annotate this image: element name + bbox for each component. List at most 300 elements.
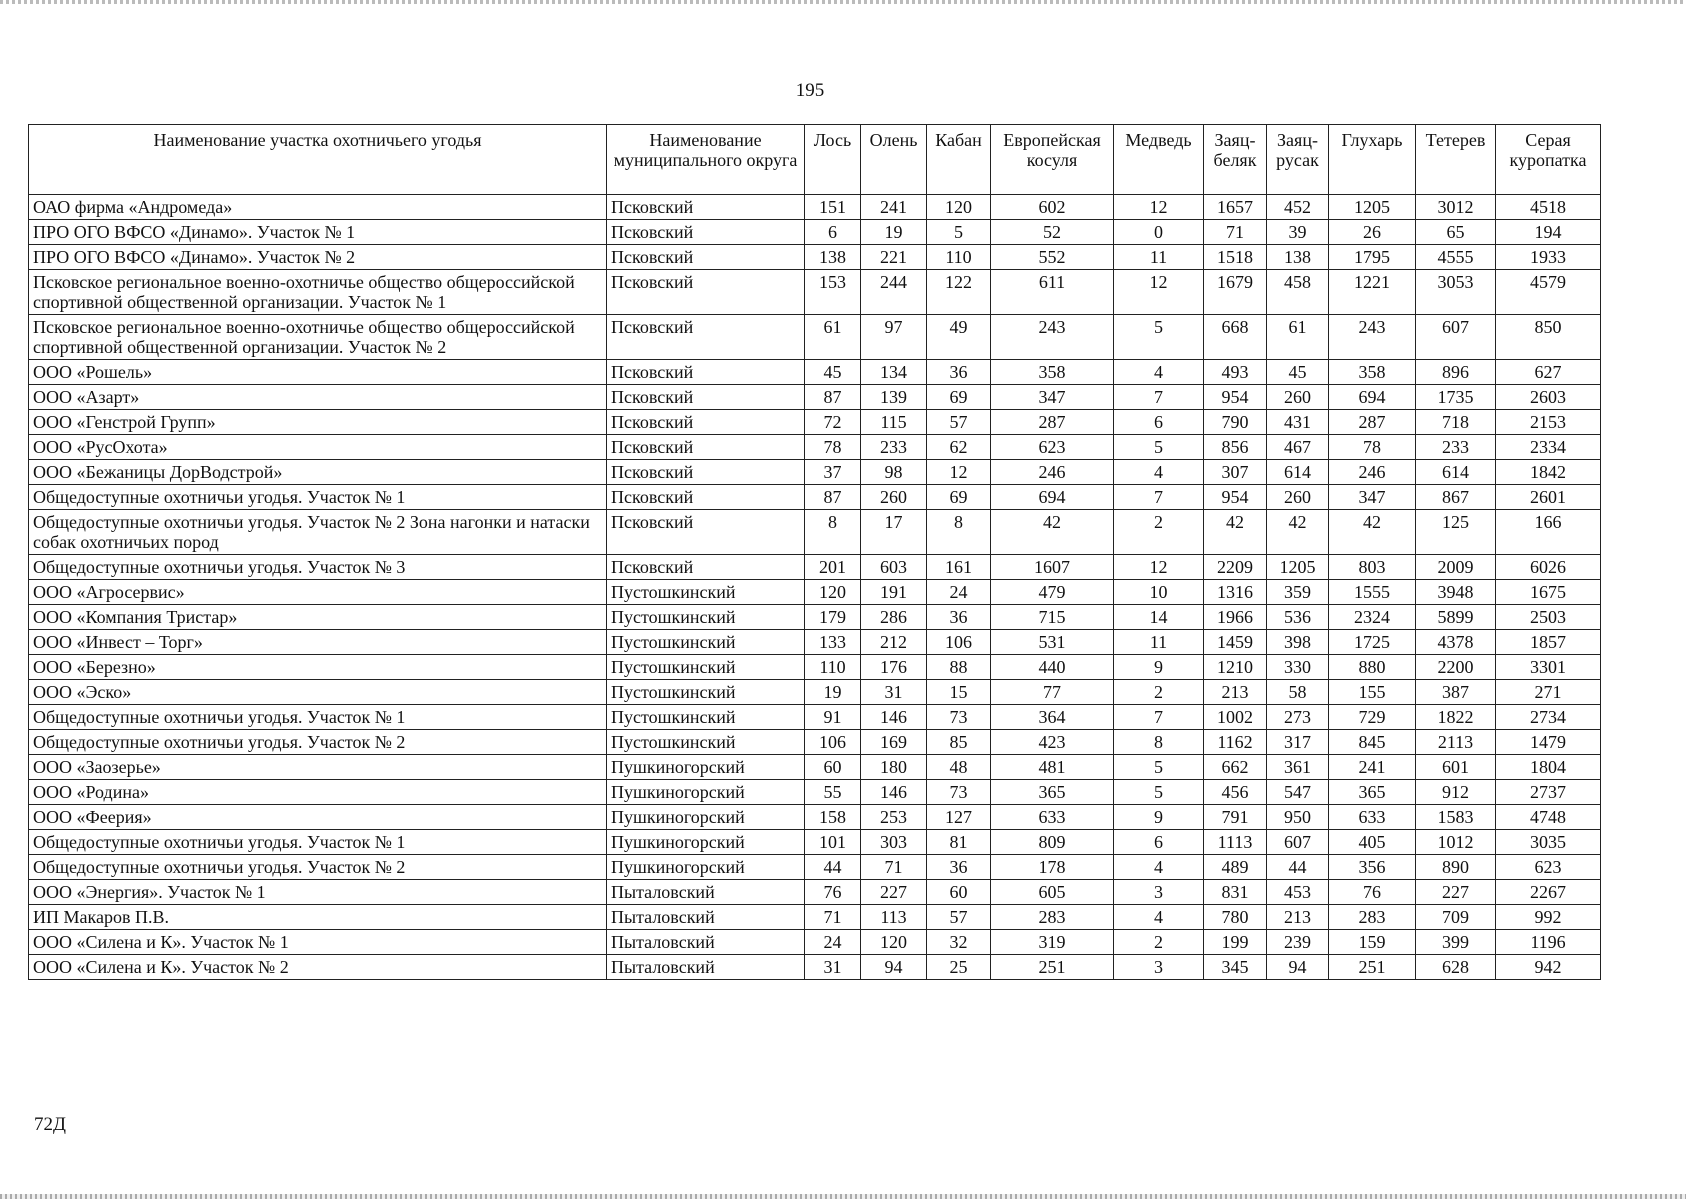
cell-value: 531 xyxy=(991,630,1114,655)
cell-value: 212 xyxy=(861,630,927,655)
cell-value: 709 xyxy=(1416,905,1496,930)
cell-value: 1966 xyxy=(1204,605,1267,630)
cell-value: 668 xyxy=(1204,315,1267,360)
cell-value: 239 xyxy=(1267,930,1329,955)
cell-value: 4579 xyxy=(1496,270,1601,315)
cell-value: 36 xyxy=(927,605,991,630)
table-row xyxy=(29,435,1601,460)
cell-value: 1459 xyxy=(1204,630,1267,655)
cell-value: 45 xyxy=(805,360,861,385)
cell-plot-name: ООО «РусОхота» xyxy=(29,435,607,460)
cell-value: 19 xyxy=(805,680,861,705)
cell-value: 1012 xyxy=(1416,830,1496,855)
cell-value: 729 xyxy=(1329,705,1416,730)
cell-value: 120 xyxy=(805,580,861,605)
cell-value: 251 xyxy=(991,955,1114,980)
cell-value: 1857 xyxy=(1496,630,1601,655)
cell-value: 69 xyxy=(927,485,991,510)
cell-value: 4555 xyxy=(1416,245,1496,270)
cell-value: 1316 xyxy=(1204,580,1267,605)
cell-value: 1607 xyxy=(991,555,1114,580)
cell-value: 3035 xyxy=(1496,830,1601,855)
cell-value: 633 xyxy=(991,805,1114,830)
cell-value: 243 xyxy=(991,315,1114,360)
table-row xyxy=(29,930,1601,955)
cell-value: 611 xyxy=(991,270,1114,315)
cell-value: 9 xyxy=(1114,805,1204,830)
cell-value: 7 xyxy=(1114,385,1204,410)
cell-value: 5 xyxy=(1114,780,1204,805)
cell-value: 194 xyxy=(1496,220,1601,245)
cell-value: 992 xyxy=(1496,905,1601,930)
cell-value: 12 xyxy=(1114,555,1204,580)
cell-value: 633 xyxy=(1329,805,1416,830)
cell-plot-name: ООО «Бежаницы ДорВодстрой» xyxy=(29,460,607,485)
table-header-row xyxy=(29,125,1601,195)
cell-district: Пустошкинский xyxy=(607,730,805,755)
cell-value: 1210 xyxy=(1204,655,1267,680)
cell-value: 536 xyxy=(1267,605,1329,630)
cell-value: 244 xyxy=(861,270,927,315)
cell-value: 614 xyxy=(1267,460,1329,485)
cell-value: 24 xyxy=(927,580,991,605)
cell-value: 5 xyxy=(1114,435,1204,460)
table-row xyxy=(29,270,1601,315)
cell-value: 3012 xyxy=(1416,195,1496,220)
cell-value: 159 xyxy=(1329,930,1416,955)
cell-value: 72 xyxy=(805,410,861,435)
cell-district: Псковский xyxy=(607,360,805,385)
cell-value: 97 xyxy=(861,315,927,360)
cell-value: 227 xyxy=(1416,880,1496,905)
cell-value: 3301 xyxy=(1496,655,1601,680)
cell-value: 11 xyxy=(1114,245,1204,270)
cell-value: 1205 xyxy=(1267,555,1329,580)
cell-value: 552 xyxy=(991,245,1114,270)
cell-plot-name: ООО «Рошель» xyxy=(29,360,607,385)
cell-value: 5 xyxy=(927,220,991,245)
cell-value: 260 xyxy=(861,485,927,510)
cell-value: 253 xyxy=(861,805,927,830)
cell-value: 942 xyxy=(1496,955,1601,980)
cell-value: 94 xyxy=(1267,955,1329,980)
cell-value: 603 xyxy=(861,555,927,580)
cell-value: 358 xyxy=(1329,360,1416,385)
cell-value: 614 xyxy=(1416,460,1496,485)
cell-district: Пушкиногорский xyxy=(607,830,805,855)
cell-value: 1725 xyxy=(1329,630,1416,655)
cell-district: Псковский xyxy=(607,315,805,360)
cell-district: Псковский xyxy=(607,555,805,580)
cell-district: Псковский xyxy=(607,510,805,555)
cell-value: 303 xyxy=(861,830,927,855)
cell-value: 896 xyxy=(1416,360,1496,385)
cell-value: 1196 xyxy=(1496,930,1601,955)
cell-value: 55 xyxy=(805,780,861,805)
cell-value: 623 xyxy=(991,435,1114,460)
cell-value: 44 xyxy=(805,855,861,880)
cell-value: 233 xyxy=(861,435,927,460)
cell-value: 479 xyxy=(991,580,1114,605)
cell-value: 180 xyxy=(861,755,927,780)
cell-value: 58 xyxy=(1267,680,1329,705)
cell-value: 1679 xyxy=(1204,270,1267,315)
cell-value: 44 xyxy=(1267,855,1329,880)
cell-value: 330 xyxy=(1267,655,1329,680)
cell-value: 856 xyxy=(1204,435,1267,460)
cell-plot-name: ПРО ОГО ВФСО «Динамо». Участок № 1 xyxy=(29,220,607,245)
cell-value: 76 xyxy=(805,880,861,905)
cell-value: 10 xyxy=(1114,580,1204,605)
cell-value: 36 xyxy=(927,855,991,880)
cell-value: 122 xyxy=(927,270,991,315)
cell-value: 120 xyxy=(861,930,927,955)
cell-value: 98 xyxy=(861,460,927,485)
cell-value: 2 xyxy=(1114,510,1204,555)
cell-value: 246 xyxy=(991,460,1114,485)
cell-plot-name: ООО «Компания Тристар» xyxy=(29,605,607,630)
cell-value: 6 xyxy=(805,220,861,245)
cell-value: 1113 xyxy=(1204,830,1267,855)
cell-plot-name: Общедоступные охотничьи угодья. Участок № 1 xyxy=(29,705,607,730)
cell-value: 1795 xyxy=(1329,245,1416,270)
cell-value: 12 xyxy=(1114,270,1204,315)
header-black-grouse: Тетерев xyxy=(1416,125,1496,195)
cell-district: Пустошкинский xyxy=(607,655,805,680)
cell-value: 345 xyxy=(1204,955,1267,980)
cell-value: 179 xyxy=(805,605,861,630)
cell-value: 283 xyxy=(1329,905,1416,930)
cell-district: Пыталовский xyxy=(607,955,805,980)
table-row xyxy=(29,855,1601,880)
cell-value: 178 xyxy=(991,855,1114,880)
cell-value: 57 xyxy=(927,410,991,435)
cell-value: 73 xyxy=(927,705,991,730)
cell-value: 260 xyxy=(1267,485,1329,510)
cell-value: 1205 xyxy=(1329,195,1416,220)
header-roe-deer: Европейская косуля xyxy=(991,125,1114,195)
cell-value: 191 xyxy=(861,580,927,605)
cell-value: 850 xyxy=(1496,315,1601,360)
cell-value: 456 xyxy=(1204,780,1267,805)
cell-district: Пустошкинский xyxy=(607,605,805,630)
cell-district: Пушкиногорский xyxy=(607,780,805,805)
cell-plot-name: Псковское региональное военно-охотничье общество общероссийской спортивной общественной организации. Участок № 2 xyxy=(29,315,607,360)
cell-value: 399 xyxy=(1416,930,1496,955)
cell-plot-name: Общедоступные охотничьи угодья. Участок № 3 xyxy=(29,555,607,580)
cell-value: 39 xyxy=(1267,220,1329,245)
header-district: Наименование муниципального округа xyxy=(607,125,805,195)
table-row xyxy=(29,705,1601,730)
table-row xyxy=(29,580,1601,605)
table-row xyxy=(29,905,1601,930)
cell-district: Пустошкинский xyxy=(607,705,805,730)
cell-value: 458 xyxy=(1267,270,1329,315)
cell-value: 37 xyxy=(805,460,861,485)
cell-value: 120 xyxy=(927,195,991,220)
cell-value: 0 xyxy=(1114,220,1204,245)
table-row xyxy=(29,315,1601,360)
cell-value: 8 xyxy=(1114,730,1204,755)
cell-value: 155 xyxy=(1329,680,1416,705)
cell-plot-name: ООО «Силена и К». Участок № 2 xyxy=(29,955,607,980)
cell-value: 5899 xyxy=(1416,605,1496,630)
cell-value: 2734 xyxy=(1496,705,1601,730)
cell-value: 1583 xyxy=(1416,805,1496,830)
cell-value: 4518 xyxy=(1496,195,1601,220)
cell-value: 61 xyxy=(1267,315,1329,360)
cell-value: 8 xyxy=(927,510,991,555)
cell-district: Пустошкинский xyxy=(607,630,805,655)
cell-value: 319 xyxy=(991,930,1114,955)
table-body xyxy=(29,195,1601,980)
cell-value: 101 xyxy=(805,830,861,855)
scan-edge-bottom xyxy=(0,1194,1686,1199)
cell-value: 831 xyxy=(1204,880,1267,905)
cell-value: 1518 xyxy=(1204,245,1267,270)
cell-value: 60 xyxy=(927,880,991,905)
cell-district: Пушкиногорский xyxy=(607,755,805,780)
cell-plot-name: ООО «Инвест – Торг» xyxy=(29,630,607,655)
cell-value: 273 xyxy=(1267,705,1329,730)
cell-value: 481 xyxy=(991,755,1114,780)
cell-value: 42 xyxy=(991,510,1114,555)
cell-district: Пыталовский xyxy=(607,930,805,955)
cell-value: 246 xyxy=(1329,460,1416,485)
cell-value: 607 xyxy=(1267,830,1329,855)
cell-plot-name: ООО «Энергия». Участок № 1 xyxy=(29,880,607,905)
cell-value: 2603 xyxy=(1496,385,1601,410)
cell-value: 3053 xyxy=(1416,270,1496,315)
cell-value: 7 xyxy=(1114,485,1204,510)
footer-code: 72Д xyxy=(34,1114,66,1135)
cell-value: 2267 xyxy=(1496,880,1601,905)
cell-value: 17 xyxy=(861,510,927,555)
cell-value: 241 xyxy=(1329,755,1416,780)
cell-plot-name: ИП Макаров П.В. xyxy=(29,905,607,930)
cell-value: 1657 xyxy=(1204,195,1267,220)
cell-value: 125 xyxy=(1416,510,1496,555)
cell-value: 2209 xyxy=(1204,555,1267,580)
cell-value: 31 xyxy=(861,680,927,705)
cell-value: 12 xyxy=(1114,195,1204,220)
cell-value: 607 xyxy=(1416,315,1496,360)
cell-value: 431 xyxy=(1267,410,1329,435)
cell-value: 158 xyxy=(805,805,861,830)
cell-value: 153 xyxy=(805,270,861,315)
cell-value: 69 xyxy=(927,385,991,410)
cell-district: Псковский xyxy=(607,385,805,410)
cell-value: 127 xyxy=(927,805,991,830)
cell-value: 3 xyxy=(1114,955,1204,980)
cell-value: 241 xyxy=(861,195,927,220)
cell-value: 2 xyxy=(1114,680,1204,705)
cell-value: 6 xyxy=(1114,410,1204,435)
cell-plot-name: ООО «Генстрой Групп» xyxy=(29,410,607,435)
cell-value: 221 xyxy=(861,245,927,270)
cell-value: 317 xyxy=(1267,730,1329,755)
cell-value: 42 xyxy=(1329,510,1416,555)
cell-value: 31 xyxy=(805,955,861,980)
cell-value: 260 xyxy=(1267,385,1329,410)
cell-value: 694 xyxy=(1329,385,1416,410)
cell-plot-name: ООО «Березно» xyxy=(29,655,607,680)
cell-district: Псковский xyxy=(607,410,805,435)
table-row xyxy=(29,485,1601,510)
cell-value: 359 xyxy=(1267,580,1329,605)
cell-value: 62 xyxy=(927,435,991,460)
cell-value: 87 xyxy=(805,485,861,510)
cell-value: 398 xyxy=(1267,630,1329,655)
cell-value: 2 xyxy=(1114,930,1204,955)
cell-value: 78 xyxy=(805,435,861,460)
cell-value: 790 xyxy=(1204,410,1267,435)
cell-value: 146 xyxy=(861,705,927,730)
cell-value: 48 xyxy=(927,755,991,780)
cell-value: 715 xyxy=(991,605,1114,630)
cell-value: 176 xyxy=(861,655,927,680)
cell-value: 2324 xyxy=(1329,605,1416,630)
cell-plot-name: ОАО фирма «Андромеда» xyxy=(29,195,607,220)
cell-value: 73 xyxy=(927,780,991,805)
cell-value: 5 xyxy=(1114,755,1204,780)
cell-value: 271 xyxy=(1496,680,1601,705)
cell-value: 286 xyxy=(861,605,927,630)
table-row xyxy=(29,245,1601,270)
cell-plot-name: Общедоступные охотничьи угодья. Участок № 2 xyxy=(29,730,607,755)
cell-value: 283 xyxy=(991,905,1114,930)
cell-value: 61 xyxy=(805,315,861,360)
cell-value: 489 xyxy=(1204,855,1267,880)
cell-value: 387 xyxy=(1416,680,1496,705)
cell-value: 106 xyxy=(805,730,861,755)
cell-value: 405 xyxy=(1329,830,1416,855)
cell-value: 113 xyxy=(861,905,927,930)
cell-value: 602 xyxy=(991,195,1114,220)
cell-value: 912 xyxy=(1416,780,1496,805)
cell-value: 287 xyxy=(1329,410,1416,435)
scan-edge-top xyxy=(0,0,1686,4)
header-bear: Медведь xyxy=(1114,125,1204,195)
table-row xyxy=(29,195,1601,220)
table-row xyxy=(29,805,1601,830)
cell-value: 623 xyxy=(1496,855,1601,880)
cell-value: 4 xyxy=(1114,360,1204,385)
table-row xyxy=(29,460,1601,485)
cell-value: 347 xyxy=(991,385,1114,410)
cell-value: 954 xyxy=(1204,385,1267,410)
cell-value: 6 xyxy=(1114,830,1204,855)
cell-value: 227 xyxy=(861,880,927,905)
cell-value: 71 xyxy=(1204,220,1267,245)
cell-value: 547 xyxy=(1267,780,1329,805)
cell-value: 12 xyxy=(927,460,991,485)
cell-value: 605 xyxy=(991,880,1114,905)
cell-value: 213 xyxy=(1267,905,1329,930)
cell-district: Пустошкинский xyxy=(607,580,805,605)
cell-value: 627 xyxy=(1496,360,1601,385)
cell-value: 718 xyxy=(1416,410,1496,435)
cell-value: 2601 xyxy=(1496,485,1601,510)
cell-district: Псковский xyxy=(607,435,805,460)
cell-value: 1162 xyxy=(1204,730,1267,755)
table-row xyxy=(29,655,1601,680)
cell-value: 213 xyxy=(1204,680,1267,705)
header-boar: Кабан xyxy=(927,125,991,195)
cell-value: 2113 xyxy=(1416,730,1496,755)
header-capercaillie: Глухарь xyxy=(1329,125,1416,195)
cell-value: 161 xyxy=(927,555,991,580)
cell-value: 628 xyxy=(1416,955,1496,980)
cell-value: 94 xyxy=(861,955,927,980)
cell-value: 2503 xyxy=(1496,605,1601,630)
header-grey-partridge: Серая куропатка xyxy=(1496,125,1601,195)
cell-value: 440 xyxy=(991,655,1114,680)
cell-plot-name: ООО «Родина» xyxy=(29,780,607,805)
cell-value: 2737 xyxy=(1496,780,1601,805)
cell-value: 71 xyxy=(805,905,861,930)
cell-district: Псковский xyxy=(607,245,805,270)
cell-value: 803 xyxy=(1329,555,1416,580)
table-row xyxy=(29,510,1601,555)
hunting-grounds-table xyxy=(28,124,1601,980)
cell-value: 780 xyxy=(1204,905,1267,930)
cell-value: 251 xyxy=(1329,955,1416,980)
cell-value: 453 xyxy=(1267,880,1329,905)
header-plot-name: Наименование участка охотничьего угодья xyxy=(29,125,607,195)
cell-value: 81 xyxy=(927,830,991,855)
cell-value: 467 xyxy=(1267,435,1329,460)
cell-value: 65 xyxy=(1416,220,1496,245)
cell-plot-name: ООО «Азарт» xyxy=(29,385,607,410)
cell-value: 151 xyxy=(805,195,861,220)
cell-value: 106 xyxy=(927,630,991,655)
table-row xyxy=(29,555,1601,580)
cell-plot-name: Общедоступные охотничьи угодья. Участок № 1 xyxy=(29,485,607,510)
cell-value: 4378 xyxy=(1416,630,1496,655)
cell-value: 15 xyxy=(927,680,991,705)
cell-value: 42 xyxy=(1204,510,1267,555)
cell-value: 146 xyxy=(861,780,927,805)
cell-value: 880 xyxy=(1329,655,1416,680)
cell-value: 1221 xyxy=(1329,270,1416,315)
cell-value: 2153 xyxy=(1496,410,1601,435)
cell-value: 1735 xyxy=(1416,385,1496,410)
cell-value: 26 xyxy=(1329,220,1416,245)
table-row xyxy=(29,220,1601,245)
cell-value: 4 xyxy=(1114,460,1204,485)
cell-district: Пушкиногорский xyxy=(607,805,805,830)
table-row xyxy=(29,605,1601,630)
cell-value: 25 xyxy=(927,955,991,980)
cell-plot-name: Общедоступные охотничьи угодья. Участок № 2 Зона нагонки и натаски собак охотничьих пород xyxy=(29,510,607,555)
cell-value: 4 xyxy=(1114,855,1204,880)
cell-value: 85 xyxy=(927,730,991,755)
cell-value: 694 xyxy=(991,485,1114,510)
cell-value: 110 xyxy=(805,655,861,680)
header-deer: Олень xyxy=(861,125,927,195)
cell-value: 1804 xyxy=(1496,755,1601,780)
cell-value: 77 xyxy=(991,680,1114,705)
cell-value: 133 xyxy=(805,630,861,655)
header-brown-hare: Заяц-русак xyxy=(1267,125,1329,195)
page-number: 195 xyxy=(795,80,825,101)
cell-value: 243 xyxy=(1329,315,1416,360)
cell-value: 358 xyxy=(991,360,1114,385)
cell-value: 1675 xyxy=(1496,580,1601,605)
cell-value: 361 xyxy=(1267,755,1329,780)
cell-value: 166 xyxy=(1496,510,1601,555)
